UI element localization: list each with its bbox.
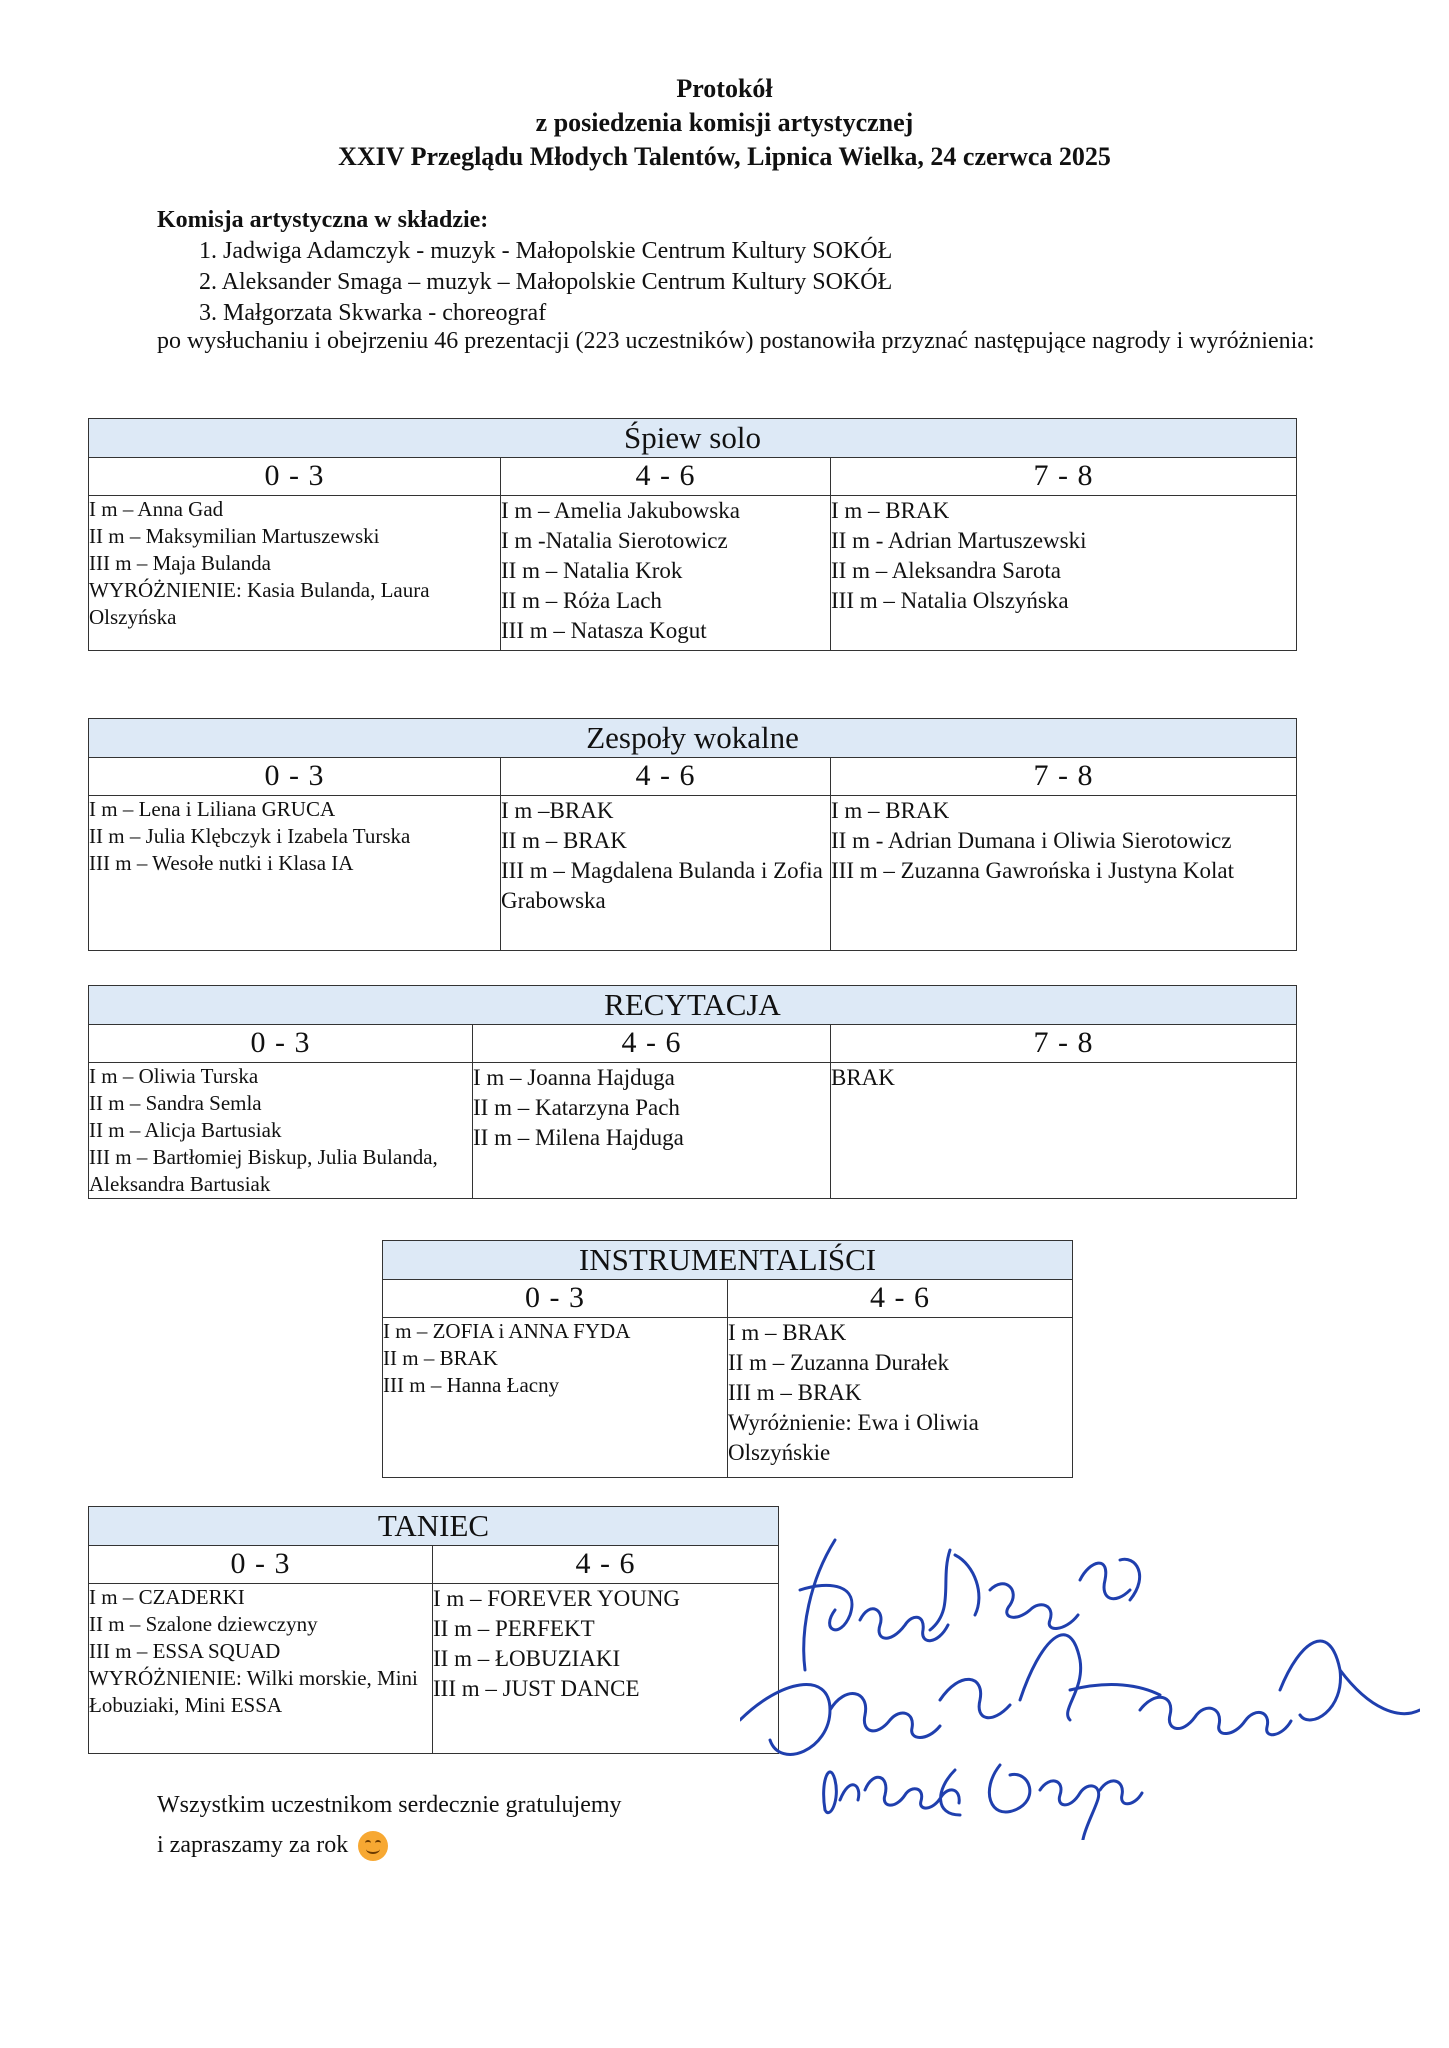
age-group: 0 - 3 [89,458,501,496]
result-line: I m – ZOFIA i ANNA FYDA [383,1319,631,1343]
results-cell [383,1318,728,1478]
results-cell [89,1584,433,1754]
result-line: III m – JUST DANCE [433,1676,640,1701]
closing-line-2: i zapraszamy za rok [157,1832,349,1858]
results-table-recytacja [88,985,1297,1199]
signature-stroke [930,1550,1140,1630]
result-line: I m – Oliwia Turska [89,1064,259,1088]
result-line: III m – Maja Bulanda [89,551,271,575]
result-line: II m – Sandra Semla [89,1091,262,1115]
age-group: 4 - 6 [433,1546,779,1584]
result-line: I m -Natalia Sierotowicz [501,528,728,553]
results-table-taniec [88,1506,779,1754]
result-line: I m – Amelia Jakubowska [501,498,740,523]
result-line: III m – Magdalena Bulanda i Zofia Grabowska [501,858,829,913]
result-line: II m - Adrian Dumana i Oliwia Sierotowicz [831,828,1232,853]
result-line: III m – BRAK [728,1380,862,1405]
result-line: WYRÓŻNIENIE: Wilki morskie, Mini Łobuziaki, Mini ESSA [89,1666,424,1717]
result-line: III m – Natasza Kogut [501,618,707,643]
result-line: II m – Alicja Bartusiak [89,1118,282,1142]
age-group: 4 - 6 [473,1025,831,1063]
result-line: I m – Anna Gad [89,497,224,521]
result-line: II m – Milena Hajduga [473,1125,684,1150]
result-line: II m – BRAK [383,1346,498,1370]
committee-member: 2. Aleksander Smaga – muzyk – Małopolskie Centrum Kultury SOKÓŁ [199,269,893,295]
result-line: II m - Adrian Martuszewski [831,528,1087,553]
results-cell [89,1063,473,1199]
age-group: 0 - 3 [89,758,501,796]
signature-stroke [800,1540,948,1670]
category-title: RECYTACJA [89,986,1297,1025]
category-title: Śpiew solo [89,419,1297,458]
result-line: WYRÓŻNIENIE: Kasia Bulanda, Laura Olszyńska [89,578,435,629]
result-line: Wyróżnienie: Ewa i Oliwia Olszyńskie [728,1410,985,1465]
document-subtitle: z posiedzenia komisji artystycznej [535,108,914,137]
result-line: BRAK [831,1065,895,1090]
result-line: I m – BRAK [831,798,950,823]
age-group: 4 - 6 [501,758,831,796]
result-line: III m – Bartłomiej Biskup, Julia Bulanda, Aleksandra Bartusiak [89,1145,442,1196]
committee-member: 3. Małgorzata Skwarka - choreograf [199,300,547,326]
event-title: XXIV Przeglądu Młodych Talentów, Lipnica Wielka, 24 czerwca 2025 [338,142,1111,171]
result-line: II m – Natalia Krok [501,558,683,583]
result-line: II m – BRAK [501,828,627,853]
result-line: I m – FOREVER YOUNG [433,1586,681,1611]
closing-line-2-wrap [157,1830,388,1861]
age-group: 0 - 3 [89,1546,433,1584]
result-line: III m – ESSA SQUAD [89,1639,281,1663]
result-line: I m – BRAK [728,1320,847,1345]
result-line: II m – PERFEKT [433,1616,595,1641]
age-group: 7 - 8 [831,1025,1297,1063]
result-line: II m – Róża Lach [501,588,662,613]
result-line: II m – Zuzanna Durałek [728,1350,949,1375]
age-group: 0 - 3 [383,1280,728,1318]
result-line: I m – CZADERKI [89,1585,245,1609]
signature-stroke [740,1635,1420,1755]
category-title: INSTRUMENTALIŚCI [383,1241,1073,1280]
result-line: I m –BRAK [501,798,614,823]
closing-line-1: Wszystkim uczestnikom serdecznie gratulujemy [157,1792,622,1818]
category-title: TANIEC [89,1507,779,1546]
age-group: 0 - 3 [89,1025,473,1063]
results-cell [473,1063,831,1199]
age-group: 7 - 8 [831,758,1297,796]
result-line: II m – Julia Klębczyk i Izabela Turska [89,824,411,848]
result-line: II m – ŁOBUZIAKI [433,1646,621,1671]
result-line: III m – Hanna Łacny [383,1373,560,1397]
result-line: II m – Szalone dziewczyny [89,1612,318,1636]
result-line: II m – Maksymilian Martuszewski [89,524,380,548]
results-cell [831,1063,1297,1199]
results-cell [831,496,1297,651]
signatures-image [740,1520,1420,1840]
result-line: I m – BRAK [831,498,950,523]
smiling-face-icon [358,1831,388,1861]
result-line: I m – Joanna Hajduga [473,1065,675,1090]
results-cell [433,1584,779,1754]
results-table-spiew-solo [88,418,1297,651]
result-line: I m – Lena i Liliana GRUCA [89,797,336,821]
results-cell [501,796,831,951]
committee-block [157,205,892,329]
age-group: 7 - 8 [831,458,1297,496]
results-cell [89,796,501,951]
results-cell [728,1318,1073,1478]
age-group: 4 - 6 [501,458,831,496]
results-cell [501,496,831,651]
results-cell [89,496,501,651]
committee-title: Komisja artystyczna w składzie: [157,207,489,233]
results-table-zespoly-wokalne [88,718,1297,951]
committee-member: 1. Jadwiga Adamczyk - muzyk - Małopolskie Centrum Kultury SOKÓŁ [199,238,893,264]
result-line: II m – Katarzyna Pach [473,1095,680,1120]
result-line: III m – Natalia Olszyńska [831,588,1069,613]
results-table-instrumentalisci [382,1240,1073,1478]
results-cell [831,796,1297,951]
signature-stroke [824,1765,1142,1840]
category-title: Zespoły wokalne [89,719,1297,758]
result-line: III m – Zuzanna Gawrońska i Justyna Kolat [831,858,1235,883]
document-title: Protokół [676,74,773,103]
age-group: 4 - 6 [728,1280,1073,1318]
committee-intro: po wysłuchaniu i obejrzeniu 46 prezentacji (223 uczestników) postanowiła przyznać następujące nagrody i wyróżnienia: [157,328,1315,354]
result-line: III m – Wesołe nutki i Klasa IA [89,851,354,875]
result-line: II m – Aleksandra Sarota [831,558,1061,583]
